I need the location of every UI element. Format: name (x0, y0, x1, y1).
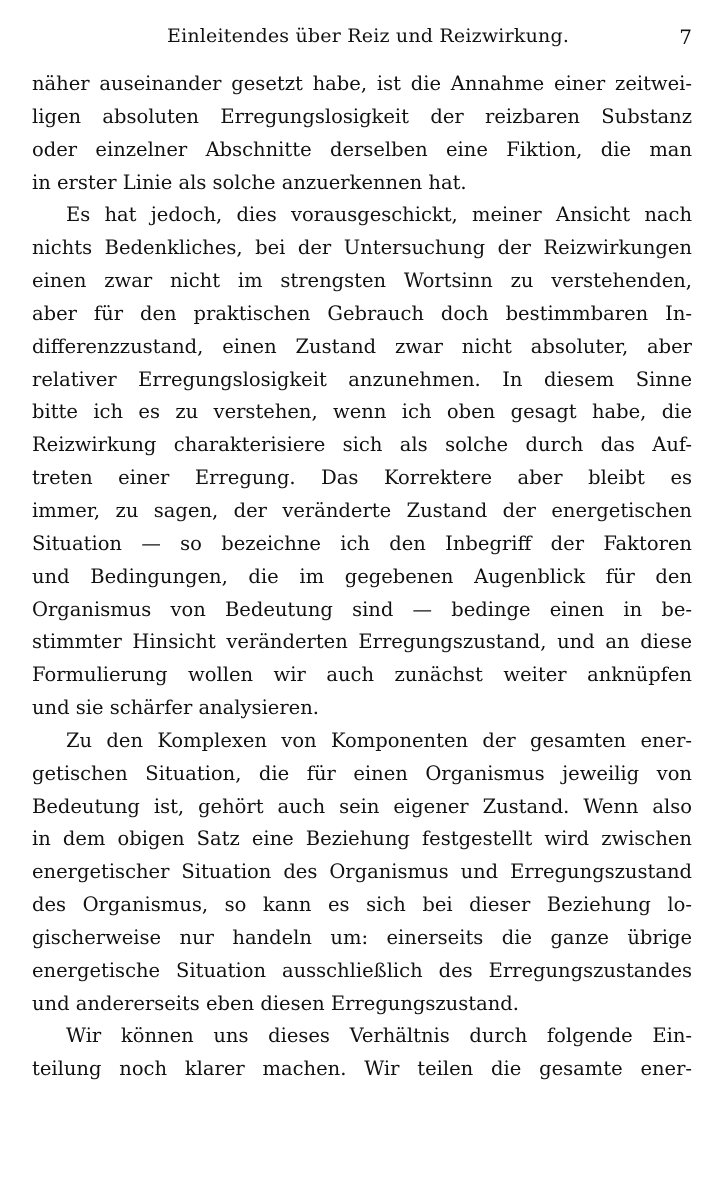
text-line: Reizwirkung charakterisiere sich als solche durch das Auf- (32, 433, 692, 457)
text-line: energetischer Situation des Organismus und Erregungszustand (32, 860, 692, 884)
text-line: Zu den Komplexen von Komponenten der gesamten ener- (66, 728, 692, 752)
text-line: Es hat jedoch, dies vorausgeschickt, meiner Ansicht nach (66, 203, 692, 227)
text-line: Bedeutung ist, gehört auch sein eigener Zustand. Wenn also (32, 794, 692, 818)
page-number: 7 (679, 25, 692, 49)
paragraph (32, 725, 692, 1021)
text-line: Wir können uns dieses Verhältnis durch folgende Ein- (66, 1024, 692, 1048)
body-text (32, 68, 692, 1086)
text-line: ligen absoluten Erregungslosigkeit der reizbaren Substanz (32, 104, 692, 128)
text-line: und sie schärfer analysieren. (32, 696, 319, 720)
text-line: in dem obigen Satz eine Beziehung festgestellt wird zwischen (32, 827, 692, 851)
running-head: Einleitendes über Reiz und Reizwirkung. (167, 25, 570, 47)
text-line: und andererseits eben diesen Erregungszustand. (32, 991, 519, 1015)
paragraph (32, 1020, 692, 1086)
text-line: getischen Situation, die für einen Organismus jeweilig von (32, 761, 692, 785)
text-line: gischerweise nur handeln um: einerseits die ganze übrige (32, 925, 692, 949)
paragraph (32, 68, 692, 199)
text-line: Organismus von Bedeutung sind — bedinge einen in be- (32, 597, 692, 621)
text-line: nichts Bedenkliches, bei der Untersuchung der Reizwirkungen (32, 236, 692, 260)
text-line: Formulierung wollen wir auch zunächst weiter anknüpfen (32, 663, 692, 687)
text-line: in erster Linie als solche anzuerkennen hat. (32, 170, 467, 194)
text-line: energetische Situation ausschließlich des Erregungszustandes (32, 958, 692, 982)
text-line: immer, zu sagen, der veränderte Zustand der energetischen (32, 498, 692, 522)
text-line: differenzzustand, einen Zustand zwar nicht absoluter, aber (32, 334, 692, 358)
text-line: teilung noch klarer machen. Wir teilen die gesamte ener- (32, 1057, 692, 1081)
text-line: näher auseinander gesetzt habe, ist die Annahme einer zeitwei- (32, 72, 692, 95)
text-line: oder einzelner Abschnitte derselben eine Fiktion, die man (32, 137, 692, 161)
paragraph (32, 199, 692, 725)
text-line: und Bedingungen, die im gegebenen Augenblick für den (32, 564, 692, 588)
text-line: aber für den praktischen Gebrauch doch bestimmbaren In- (32, 301, 692, 325)
text-line: relativer Erregungslosigkeit anzunehmen. In diesem Sinne (32, 367, 692, 391)
text-line: treten einer Erregung. Das Korrektere aber bleibt es (32, 466, 692, 490)
page-header (32, 25, 692, 55)
text-line: stimmter Hinsicht veränderten Erregungszustand, und an diese (32, 630, 692, 654)
text-line: einen zwar nicht im strengsten Wortsinn zu verstehenden, (32, 269, 692, 293)
text-line: des Organismus, so kann es sich bei dieser Beziehung lo- (32, 893, 692, 917)
text-line: bitte ich es zu verstehen, wenn ich oben gesagt habe, die (32, 400, 692, 424)
text-line: Situation — so bezeichne ich den Inbegriff der Faktoren (32, 531, 692, 555)
